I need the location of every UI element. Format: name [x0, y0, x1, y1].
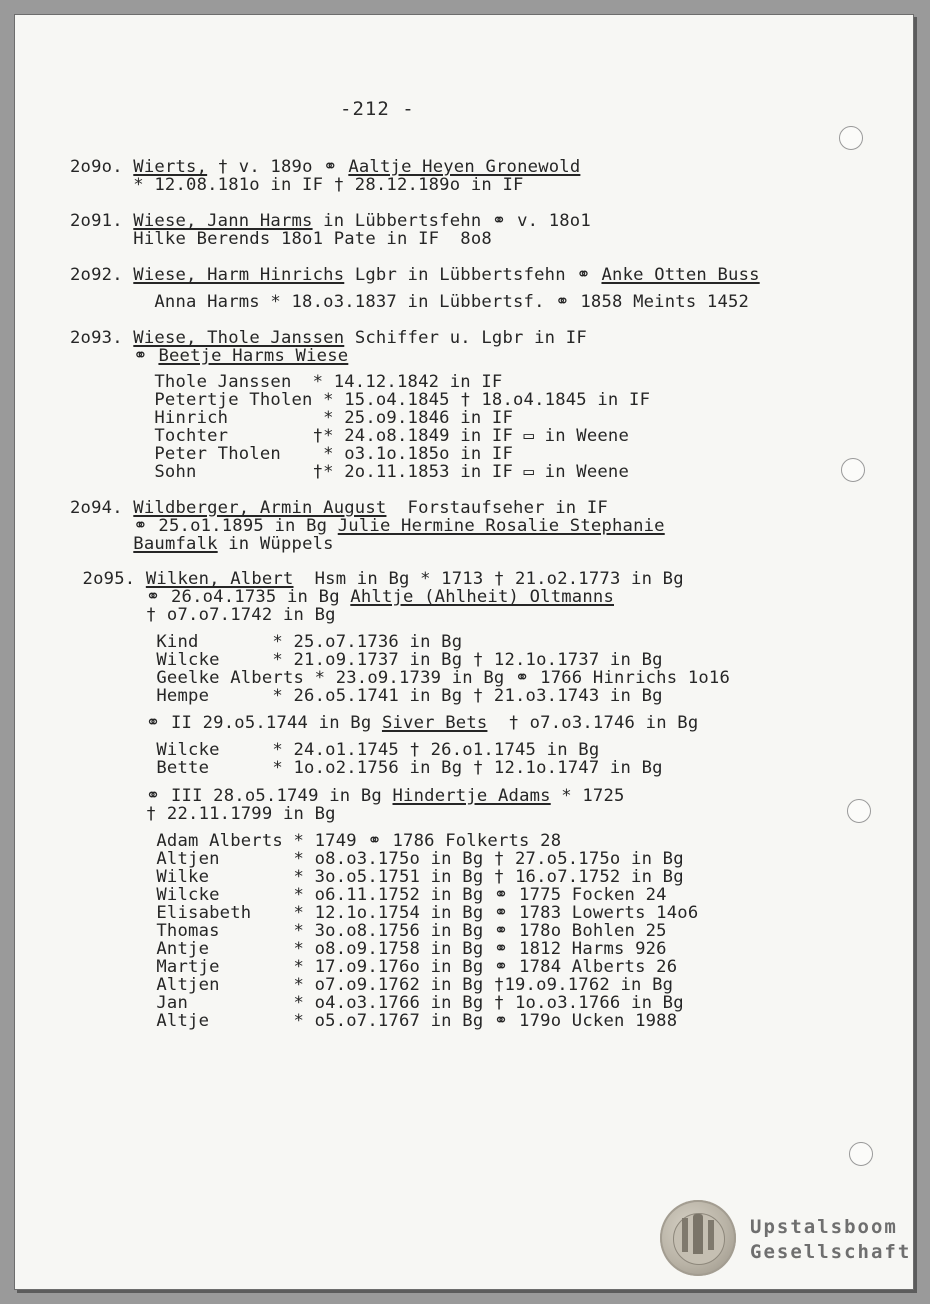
text-segment: Thomas * 3o.o8.1756 in Bg ⚭ 178o Bohlen 25 — [72, 921, 667, 941]
punch-hole — [841, 458, 865, 482]
text-segment: Thole Janssen * 14.12.1842 in IF — [70, 372, 503, 392]
page-number: -212 - — [340, 98, 415, 120]
underlined-name: Wiese, Harm Hinrichs — [133, 265, 345, 285]
text-line — [72, 940, 667, 958]
underlined-name: Hindertje Adams — [392, 786, 551, 806]
text-segment: Hsm in Bg * 1713 † 21.o2.1773 in Bg — [293, 569, 684, 589]
underlined-name: Julie Hermine Rosalie Stephanie — [337, 516, 665, 536]
text-segment: Anna Harms * 18.o3.1837 in Lübbertsf. ⚭ 1858 Meints 1452 — [70, 292, 750, 312]
text-segment: † v. 189o ⚭ — [207, 157, 349, 177]
text-line — [72, 606, 336, 624]
text-line — [72, 958, 677, 976]
text-line — [72, 994, 684, 1012]
text-line — [70, 347, 348, 365]
text-line — [72, 787, 625, 805]
underlined-name: Baumfalk — [133, 534, 218, 554]
text-line — [72, 714, 698, 732]
text-segment: Kind * 25.o7.1736 in Bg — [72, 632, 463, 652]
text-segment: in Lübbertsfehn ⚭ v. 18o1 — [312, 211, 591, 231]
text-line — [70, 329, 587, 347]
underlined-name: Ahltje (Ahlheit) Oltmanns — [350, 587, 614, 607]
text-line — [70, 535, 334, 553]
text-segment: Jan * o4.o3.1766 in Bg † 1o.o3.1766 in Bg — [72, 993, 684, 1013]
brand-line-1: Upstalsboom — [750, 1216, 898, 1238]
punch-hole — [849, 1142, 873, 1166]
underlined-name: Wiese, Jann Harms — [133, 211, 313, 231]
brand-line-2: Gesellschaft — [750, 1241, 912, 1263]
underlined-name: Beetje Harms Wiese — [158, 346, 349, 366]
text-segment: Altjen * o8.o3.175o in Bg † 27.o5.175o in Bg — [72, 849, 684, 869]
text-line — [70, 158, 580, 176]
text-segment: Schiffer u. Lgbr in IF — [344, 328, 587, 348]
text-segment: Geelke Alberts * 23.o9.1739 in Bg ⚭ 1766 Hinrichs 1o16 — [72, 668, 731, 688]
text-segment: Lgbr in Lübbertsfehn ⚭ — [344, 265, 602, 285]
text-segment: 2o95. — [72, 569, 146, 589]
text-segment: Adam Alberts * 1749 ⚭ 1786 Folkerts 28 — [72, 831, 562, 851]
text-line — [72, 922, 667, 940]
text-segment: Martje * 17.o9.176o in Bg ⚭ 1784 Alberts 26 — [72, 957, 678, 977]
text-line — [72, 832, 561, 850]
text-line — [70, 445, 513, 463]
text-segment: Antje * o8.o9.1758 in Bg ⚭ 1812 Harms 926 — [72, 939, 667, 959]
text-segment: Wilcke * 24.o1.1745 † 26.o1.1745 in Bg — [72, 740, 600, 760]
underlined-name: Aaltje Heyen Gronewold — [348, 157, 581, 177]
text-segment — [70, 534, 133, 554]
text-segment: 2o91. — [70, 211, 134, 231]
text-segment: ⚭ 25.o1.1895 in Bg — [70, 516, 338, 536]
text-segment: Elisabeth * 12.1o.1754 in Bg ⚭ 1783 Lowerts 14o6 — [72, 903, 699, 923]
text-segment: Hempe * 26.o5.1741 in Bg † 21.o3.1743 in Bg — [72, 686, 663, 706]
text-line — [70, 499, 608, 517]
text-line — [72, 570, 684, 588]
text-line — [70, 409, 513, 427]
text-line — [72, 633, 462, 651]
text-line — [72, 805, 336, 823]
text-segment: Wilcke * o6.11.1752 in Bg ⚭ 1775 Focken 24 — [72, 885, 667, 905]
text-segment: in Wüppels — [217, 534, 334, 554]
text-segment: Peter Tholen * o3.1o.185o in IF — [70, 444, 514, 464]
text-line — [70, 391, 650, 409]
text-line — [70, 463, 629, 481]
text-line — [70, 230, 492, 248]
text-segment: 2o9o. — [70, 157, 134, 177]
text-line — [72, 1012, 677, 1030]
text-segment: ⚭ II 29.o5.1744 in Bg — [72, 713, 382, 733]
underlined-name: Anke Otten Buss — [601, 265, 760, 285]
underlined-name: Wiese, Thole Janssen — [133, 328, 345, 348]
text-line — [72, 687, 663, 705]
text-segment: * 1725 — [550, 786, 625, 806]
society-seal-icon — [660, 1200, 736, 1276]
text-segment: Wilke * 3o.o5.1751 in Bg † 16.o7.1752 in Bg — [72, 867, 684, 887]
text-line — [70, 176, 524, 194]
text-segment: Wilcke * 21.o9.1737 in Bg † 12.1o.1737 in Bg — [72, 650, 663, 670]
punch-hole — [847, 799, 871, 823]
text-line — [70, 266, 760, 284]
text-line — [70, 373, 502, 391]
text-segment: ⚭ 26.o4.1735 in Bg — [72, 587, 351, 607]
text-line — [72, 759, 663, 777]
text-segment: Altjen * o7.o9.1762 in Bg †19.o9.1762 in Bg — [72, 975, 674, 995]
text-segment: Tochter †* 24.o8.1849 in IF ▭ in Weene — [70, 426, 630, 446]
text-segment: 2o93. — [70, 328, 134, 348]
text-segment: Bette * 1o.o2.1756 in Bg † 12.1o.1747 in Bg — [72, 758, 663, 778]
text-line — [72, 588, 614, 606]
text-segment: ⚭ — [70, 346, 159, 366]
text-segment: Hilke Berends 18o1 Pate in IF 8o8 — [70, 229, 492, 249]
text-line — [70, 212, 591, 230]
text-segment: † o7.o3.1746 in Bg — [487, 713, 699, 733]
text-line — [70, 427, 629, 445]
underlined-name: Siver Bets — [381, 713, 488, 733]
text-line — [72, 886, 667, 904]
underlined-name: Wierts, — [133, 157, 208, 177]
text-segment: Sohn †* 2o.11.1853 in IF ▭ in Weene — [70, 462, 630, 482]
text-segment: 2o94. — [70, 498, 134, 518]
text-line — [72, 976, 673, 994]
underlined-name: Wilken, Albert — [145, 569, 294, 589]
text-line — [72, 850, 684, 868]
text-segment: † 22.11.1799 in Bg — [72, 804, 336, 824]
text-segment: 2o92. — [70, 265, 134, 285]
text-line — [72, 741, 599, 759]
text-segment: Hinrich * 25.o9.1846 in IF — [70, 408, 514, 428]
text-segment: Forstaufseher in IF — [386, 498, 608, 518]
text-segment: * 12.08.181o in IF † 28.12.189o in IF — [70, 175, 524, 195]
text-segment: Altje * o5.o7.1767 in Bg ⚭ 179o Ucken 1988 — [72, 1011, 678, 1031]
text-line — [72, 651, 663, 669]
text-line — [70, 517, 665, 535]
text-segment: Petertje Tholen * 15.o4.1845 † 18.o4.1845 in IF — [70, 390, 651, 410]
text-line — [72, 868, 684, 886]
punch-hole — [839, 126, 863, 150]
underlined-name: Wildberger, Armin August — [133, 498, 387, 518]
text-segment: ⚭ III 28.o5.1749 in Bg — [72, 786, 393, 806]
text-line — [72, 904, 698, 922]
text-line — [70, 293, 749, 311]
text-line — [72, 669, 730, 687]
text-segment: † o7.o7.1742 in Bg — [72, 605, 336, 625]
